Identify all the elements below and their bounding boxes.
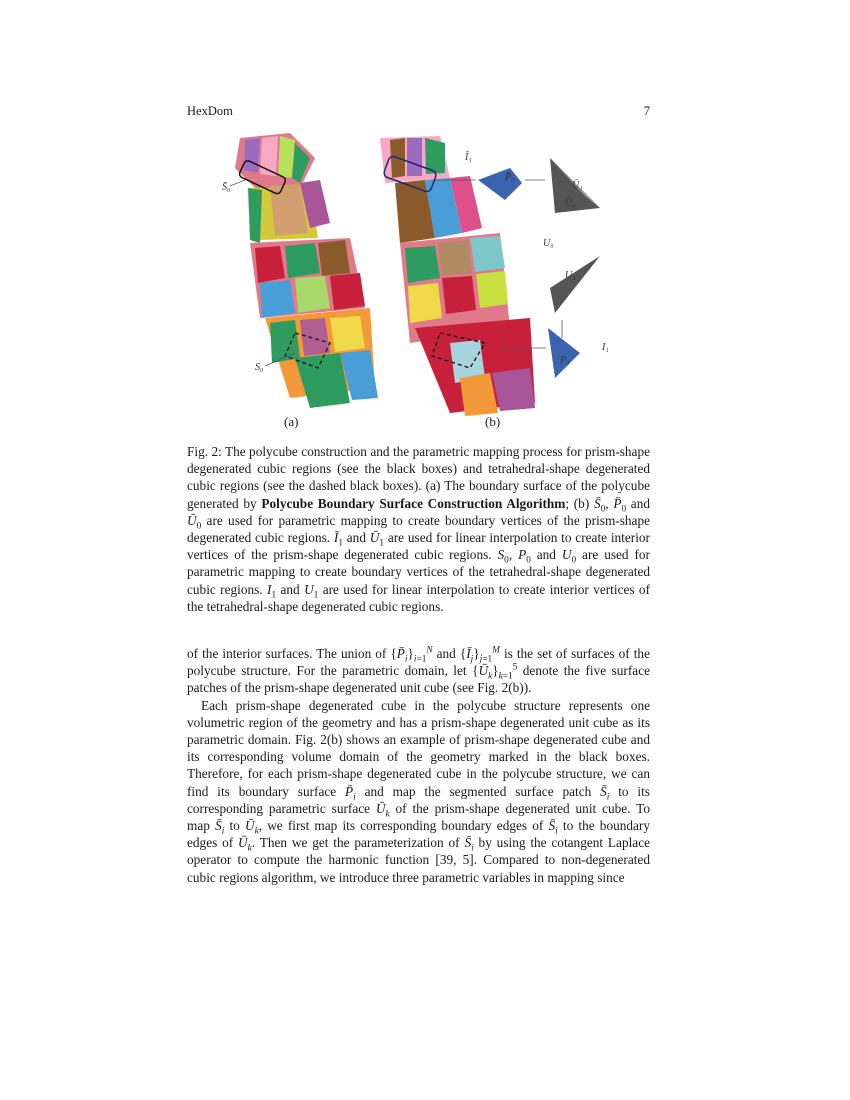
prism-p0-bar bbox=[478, 168, 522, 200]
svg-text:Ū₁: Ū₁ bbox=[572, 180, 583, 191]
page-number: 7 bbox=[643, 104, 650, 118]
figure-2 bbox=[200, 128, 660, 428]
subfigure-label-a: (a) bbox=[284, 414, 299, 429]
algorithm-name: Polycube Boundary Surface Construction Algorithm bbox=[261, 495, 566, 511]
svg-text:U₁: U₁ bbox=[565, 270, 576, 281]
label-s0-a: S₀ bbox=[255, 362, 264, 373]
figure-caption: Fig. 2: The polycube construction and the parametric mapping process for prism-shape degenerated cubic regions (see the black boxes) and tetrahedral-shape degenerated cubic regions (see the dashed black boxes). (a) The boundary surface of the polycube generated by Polycube Boundary Surface Construction Algorithm; (b) $S̄_0$, $P̄_0$ and $Ū_0$ are used for parametric mapping to create boundary vertices of the prism-shape degenerated cubic regions. $Ī_1$ and $Ū_1$ are used for linear interpolation to create interior vertices of the prism-shape degenerated cubic regions. $S_0$, $P_0$ and $U_0$ are used for parametric mapping to create boundary vertices of the tetrahedral-shape degenerated cubic regions. $I_1$ and $U_1$ are used for linear interpolation to create interior vertices of the tetrahedral-shape degenerated cubic regions. bbox=[187, 444, 650, 614]
svg-text:P̄₀: P̄₀ bbox=[505, 172, 515, 183]
label-s0-bar-a: S̄₀ bbox=[222, 182, 231, 193]
svg-text:Ī₁: Ī₁ bbox=[465, 152, 472, 163]
paragraph-1: of the interior surfaces. The union of $\{P̄_i\}_{i=1}^N$ and $\{Ī_j\}_{j=1}^M$ is the set of surfaces of the polycube structure. For the parametric domain, let $\{Ū_k\}_{k=1}^5$ denote the five surface patches of the prism-shape degenerated unit cube (see Fig. 2(b)). bbox=[187, 645, 650, 696]
body-text bbox=[187, 645, 650, 886]
tetra-u bbox=[550, 256, 600, 313]
polycube-a bbox=[222, 133, 378, 408]
svg-text:P₀: P₀ bbox=[560, 355, 570, 366]
polycube-figure-graphic bbox=[200, 128, 660, 428]
svg-text:Ū₀: Ū₀ bbox=[565, 198, 576, 209]
svg-text:U₀: U₀ bbox=[543, 238, 554, 249]
svg-text:I₁: I₁ bbox=[602, 342, 609, 353]
tetra-p0 bbox=[548, 328, 580, 378]
running-title: HexDom bbox=[187, 104, 233, 118]
paragraph-2: Each prism-shape degenerated cube in the polycube structure represents one volumetric region of the geometry and has a prism-shape degenerated unit cube as its parametric domain. Fig. 2(b) shows an example of prism-shape degenerated cube and its corresponding volume domain of the geometry marked in the black boxes. Therefore, for each prism-shape degenerated cube in the polycube structure, we can find its boundary surface $P̄_i$ and map the segmented surface patch $S̄_i$ to its corresponding parametric surface $Ū_k$ of the prism-shape degenerated unit cube. To map $S̄_i$ to $Ū_k$, we first map its corresponding boundary edges of $S̄_i$ to the boundary edges of $Ū_k$. Then we get the parameterization of $S̄_i$ by using the cotangent Laplace operator to compute the harmonic function [39, 5]. Compared to non-degenerated cubic regions algorithm, we introduce three parametric variables in mapping since bbox=[187, 697, 651, 885]
polycube-b bbox=[380, 136, 609, 416]
subfigure-label-b: (b) bbox=[485, 414, 501, 429]
